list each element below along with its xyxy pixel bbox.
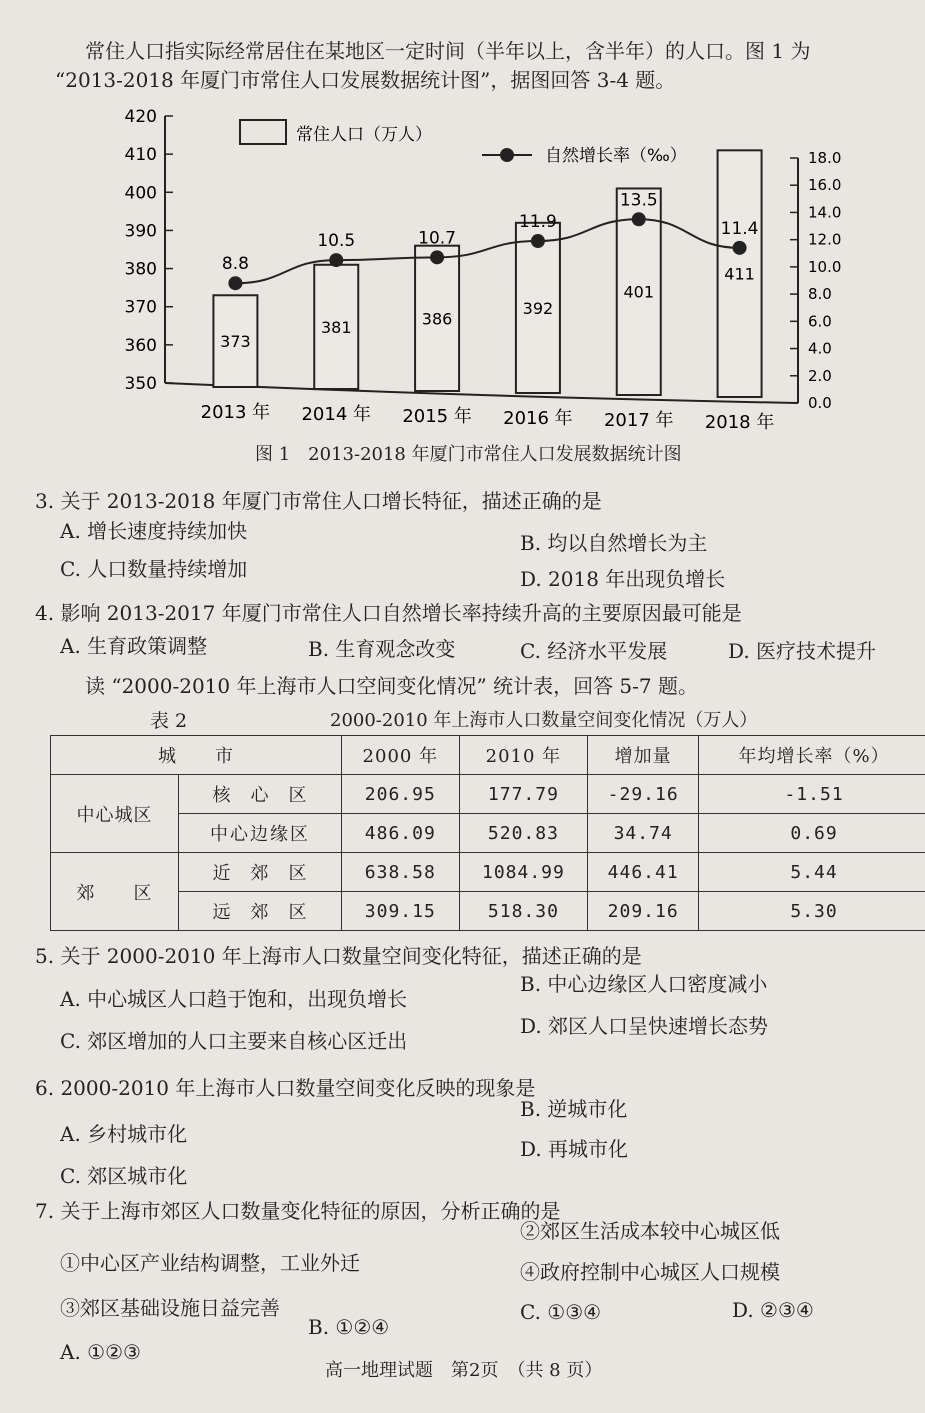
q5-option-d[interactable]: D. 郊区人口呈快速增长态势 bbox=[520, 1014, 769, 1038]
q7-statement-2: ②郊区生活成本较中心城区低 bbox=[520, 1219, 780, 1243]
cell-increase: -29.16 bbox=[588, 775, 699, 814]
growth-rate-point bbox=[531, 234, 545, 248]
q6-stem: 6. 2000-2010 年上海市人口数量空间变化反映的现象是 bbox=[35, 1076, 536, 1100]
group-suburb: 郊 区 bbox=[51, 853, 179, 931]
q7-option-c[interactable]: C. ①③④ bbox=[520, 1300, 602, 1324]
population-table bbox=[50, 735, 925, 931]
group-central: 中心城区 bbox=[51, 775, 179, 853]
cell-rate: 0.69 bbox=[699, 814, 925, 853]
q6-option-b[interactable]: B. 逆城市化 bbox=[520, 1097, 628, 1121]
bar-value-label: 373 bbox=[220, 332, 251, 352]
table-label: 表 2 bbox=[150, 710, 188, 732]
growth-rate-label: 11.9 bbox=[518, 212, 557, 233]
growth-rate-point bbox=[632, 212, 646, 226]
cell-2010: 1084.99 bbox=[459, 853, 588, 892]
cell-increase: 34.74 bbox=[588, 814, 699, 853]
intro-line-2: “2013-2018 年厦门市常住人口发展数据统计图”，据图回答 3-4 题。 bbox=[55, 68, 676, 92]
x-tick-label: 2016 年 bbox=[503, 408, 573, 429]
q7-statement-3: ③郊区基础设施日益完善 bbox=[60, 1296, 280, 1320]
chart-legend bbox=[240, 120, 687, 166]
right-tick-label: 14.0 bbox=[808, 203, 842, 222]
bar-value-label: 401 bbox=[623, 282, 655, 302]
q5-option-c[interactable]: C. 郊区增加的人口主要来自核心区迁出 bbox=[60, 1029, 408, 1053]
legend-line-label: 自然增长率（‰） bbox=[545, 146, 687, 166]
cell-increase: 209.16 bbox=[588, 892, 699, 931]
cell-2000: 638.58 bbox=[342, 853, 460, 892]
q4-option-c[interactable]: C. 经济水平发展 bbox=[520, 639, 668, 663]
cell-rate: 5.44 bbox=[699, 853, 925, 892]
bar-value-label: 411 bbox=[724, 264, 755, 284]
growth-rate-point bbox=[733, 241, 747, 255]
header-2010: 2010 年 bbox=[459, 736, 588, 775]
page-footer: 高一地理试题 第2页 （共 8 页） bbox=[325, 1360, 603, 1381]
header-rate: 年均增长率（%） bbox=[699, 736, 925, 775]
q7-option-a[interactable]: A. ①②③ bbox=[60, 1340, 141, 1364]
left-tick-label: 370 bbox=[124, 297, 157, 318]
x-axis bbox=[165, 383, 798, 403]
q3-option-b[interactable]: B. 均以自然增长为主 bbox=[520, 531, 708, 555]
q5-stem: 5. 关于 2000-2010 年上海市人口数量空间变化特征，描述正确的是 bbox=[35, 944, 642, 968]
cell-2000: 206.95 bbox=[342, 775, 460, 814]
q6-option-a[interactable]: A. 乡村城市化 bbox=[60, 1122, 188, 1146]
q4-stem: 4. 影响 2013-2017 年厦门市常住人口自然增长率持续升高的主要原因最可能是 bbox=[35, 601, 742, 625]
line-series bbox=[222, 190, 759, 290]
q4-option-b[interactable]: B. 生育观念改变 bbox=[308, 637, 456, 661]
q3-stem: 3. 关于 2013-2018 年厦门市常住人口增长特征，描述正确的是 bbox=[35, 489, 602, 513]
cell-rate: -1.51 bbox=[699, 775, 925, 814]
header-city: 城 市 bbox=[51, 736, 342, 775]
right-tick-label: 2.0 bbox=[808, 366, 832, 385]
read-instruction: 读 “2000-2010 年上海市人口空间变化情况” 统计表，回答 5-7 题。 bbox=[85, 674, 698, 698]
x-tick-label: 2018 年 bbox=[704, 412, 775, 433]
q7-statement-4: ④政府控制中心城区人口规模 bbox=[520, 1260, 780, 1284]
left-tick-label: 400 bbox=[124, 183, 157, 204]
growth-rate-label: 10.7 bbox=[418, 228, 457, 249]
intro-line-1: 常住人口指实际经常居住在某地区一定时间（半年以上，含半年）的人口。图 1 为 bbox=[85, 39, 811, 63]
right-tick-label: 18.0 bbox=[808, 149, 842, 167]
growth-rate-label: 10.5 bbox=[317, 231, 356, 252]
chart-axes bbox=[165, 116, 798, 403]
q5-option-b[interactable]: B. 中心边缘区人口密度减小 bbox=[520, 972, 768, 996]
growth-rate-label: 11.4 bbox=[720, 218, 759, 239]
left-tick-label: 380 bbox=[124, 259, 157, 280]
table-title: 2000-2010 年上海市人口数量空间变化情况（万人） bbox=[330, 710, 758, 731]
left-tick-label: 390 bbox=[124, 221, 157, 242]
header-increase: 增加量 bbox=[588, 736, 699, 775]
q7-statement-1: ①中心区产业结构调整，工业外迁 bbox=[60, 1251, 360, 1275]
growth-rate-line bbox=[235, 219, 739, 283]
legend-bar-label: 常住人口（万人） bbox=[296, 125, 432, 145]
growth-rate-label: 8.8 bbox=[221, 254, 249, 275]
left-tick-label: 350 bbox=[124, 374, 157, 394]
x-tick-label: 2015 年 bbox=[402, 406, 472, 427]
right-tick-label: 10.0 bbox=[808, 257, 842, 276]
table-header-row bbox=[51, 736, 925, 775]
q7-stem: 7. 关于上海市郊区人口数量变化特征的原因，分析正确的是 bbox=[35, 1199, 561, 1223]
bar-value-label: 381 bbox=[320, 317, 352, 337]
q6-option-d[interactable]: D. 再城市化 bbox=[520, 1137, 629, 1161]
q4-option-d[interactable]: D. 医疗技术提升 bbox=[728, 639, 877, 663]
row-name: 核 心 区 bbox=[179, 775, 342, 814]
table-row bbox=[51, 775, 925, 814]
growth-rate-point bbox=[430, 250, 444, 264]
cell-2000: 486.09 bbox=[342, 814, 460, 853]
growth-rate-label: 13.5 bbox=[619, 190, 658, 211]
left-tick-label: 410 bbox=[124, 145, 157, 166]
cell-rate: 5.30 bbox=[699, 892, 925, 931]
left-tick-label: 360 bbox=[124, 335, 157, 356]
cell-2000: 309.15 bbox=[342, 892, 460, 931]
cell-2010: 177.79 bbox=[459, 775, 588, 814]
q4-option-a[interactable]: A. 生育政策调整 bbox=[60, 634, 208, 658]
q6-option-c[interactable]: C. 郊区城市化 bbox=[60, 1164, 188, 1188]
right-tick-label: 12.0 bbox=[808, 230, 842, 249]
q3-option-c[interactable]: C. 人口数量持续增加 bbox=[60, 557, 248, 581]
row-name: 远 郊 区 bbox=[179, 892, 342, 931]
q5-option-a[interactable]: A. 中心城区人口趋于饱和，出现负增长 bbox=[60, 987, 408, 1011]
bar-value-label: 392 bbox=[522, 298, 554, 318]
right-tick-label: 8.0 bbox=[808, 285, 832, 304]
bar-value-label: 386 bbox=[421, 309, 453, 329]
growth-rate-point bbox=[329, 253, 343, 267]
table-row bbox=[51, 892, 925, 931]
legend-line-marker bbox=[500, 148, 514, 162]
header-2000: 2000 年 bbox=[342, 736, 460, 775]
x-tick-label: 2017 年 bbox=[603, 410, 674, 431]
bar-series bbox=[213, 150, 761, 397]
row-name: 中心边缘区 bbox=[179, 814, 342, 853]
right-tick-label: 0.0 bbox=[808, 394, 832, 412]
q3-option-d[interactable]: D. 2018 年出现负增长 bbox=[520, 567, 726, 591]
left-tick-label: 420 bbox=[124, 107, 157, 127]
table-row bbox=[51, 853, 925, 892]
x-tick-label: 2014 年 bbox=[301, 404, 372, 425]
row-name: 近 郊 区 bbox=[179, 853, 342, 892]
legend-bar-swatch bbox=[240, 120, 286, 144]
table-row bbox=[51, 814, 925, 853]
population-chart bbox=[0, 95, 925, 467]
growth-rate-point bbox=[228, 276, 242, 290]
chart-caption: 图 1 2013-2018 年厦门市常住人口发展数据统计图 bbox=[255, 444, 682, 465]
q7-option-d[interactable]: D. ②③④ bbox=[732, 1298, 814, 1322]
x-tick-label: 2013 年 bbox=[200, 402, 271, 423]
cell-2010: 518.30 bbox=[459, 892, 588, 931]
cell-increase: 446.41 bbox=[588, 853, 699, 892]
x-axis-labels bbox=[201, 401, 775, 433]
cell-2010: 520.83 bbox=[459, 814, 588, 853]
q3-option-a[interactable]: A. 增长速度持续加快 bbox=[60, 519, 248, 543]
right-tick-label: 16.0 bbox=[808, 176, 842, 195]
right-tick-label: 4.0 bbox=[808, 339, 832, 358]
q7-option-b[interactable]: B. ①②④ bbox=[308, 1315, 390, 1339]
right-tick-label: 6.0 bbox=[808, 312, 832, 331]
